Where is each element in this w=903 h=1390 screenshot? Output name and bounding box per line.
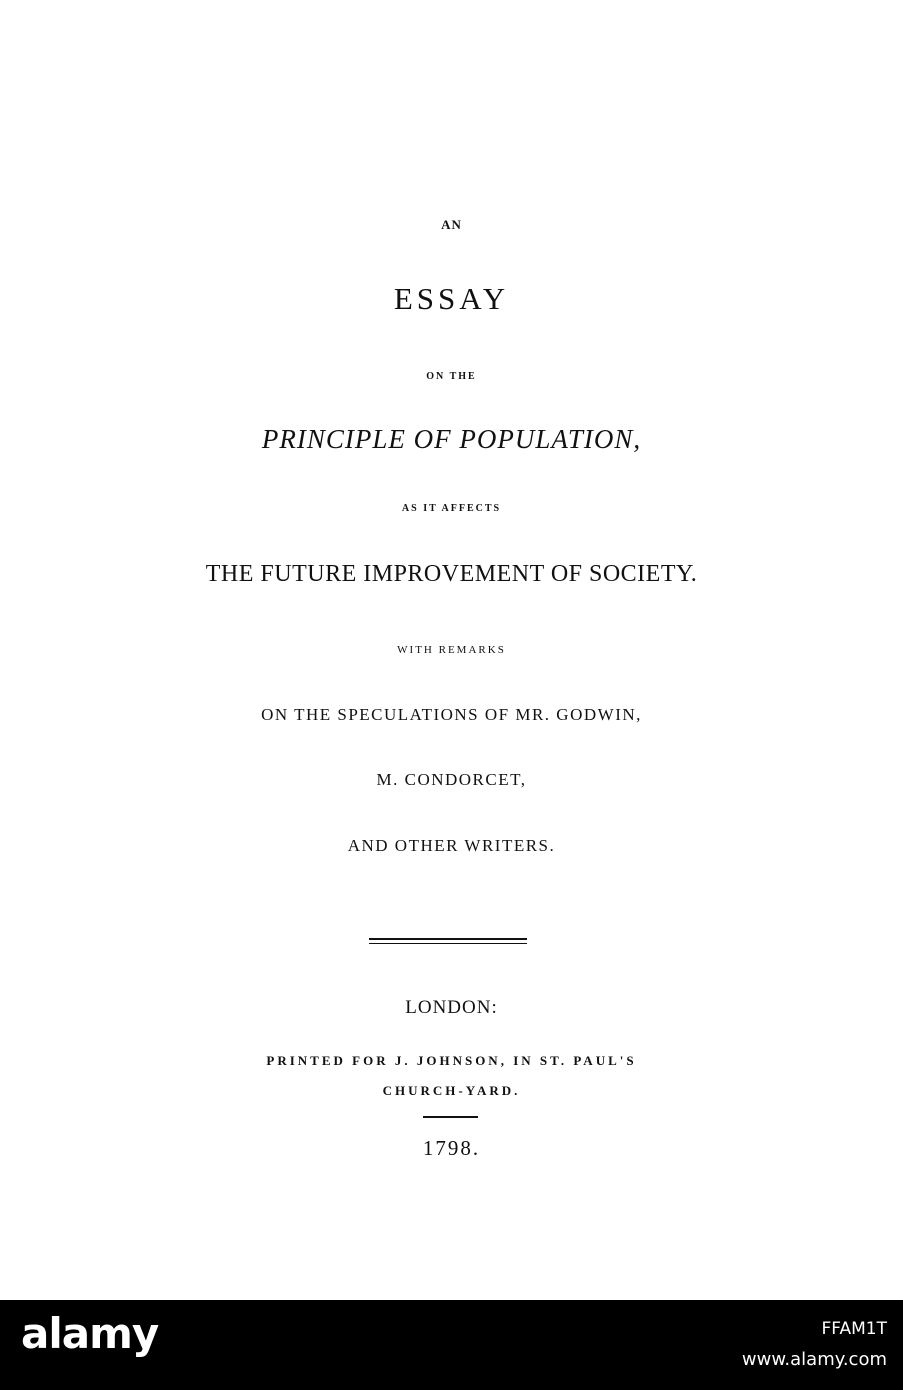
heading-as-it-affects: AS IT AFFECTS xyxy=(401,503,502,514)
watermark-url: www.alamy.com xyxy=(741,1349,887,1370)
text-other-writers: AND OTHER WRITERS. xyxy=(347,836,556,855)
text-condorcet: M. CONDORCET, xyxy=(376,770,527,789)
single-rule-divider xyxy=(423,1116,478,1118)
heading-an: AN xyxy=(441,217,462,232)
heading-essay: ESSAY xyxy=(393,281,510,316)
watermark-image-id: FFAM1T xyxy=(821,1319,887,1339)
imprint-printed-line-1: PRINTED FOR J. JOHNSON, IN ST. PAUL'S xyxy=(266,1053,637,1068)
heading-on-the: ON THE xyxy=(426,371,477,382)
imprint-london: LONDON: xyxy=(405,997,498,1018)
heading-with-remarks: WITH REMARKS xyxy=(397,644,506,656)
heading-principle: PRINCIPLE OF POPULATION, xyxy=(261,424,642,454)
imprint-printed-line-2: CHURCH-YARD. xyxy=(382,1083,521,1098)
double-rule-divider xyxy=(369,938,527,944)
text-speculations: ON THE SPECULATIONS OF MR. GODWIN, xyxy=(261,705,642,724)
heading-future-improvement: THE FUTURE IMPROVEMENT OF SOCIETY. xyxy=(205,561,698,587)
imprint-year: 1798. xyxy=(422,1136,481,1160)
watermark-logo: alamy xyxy=(21,1309,159,1358)
